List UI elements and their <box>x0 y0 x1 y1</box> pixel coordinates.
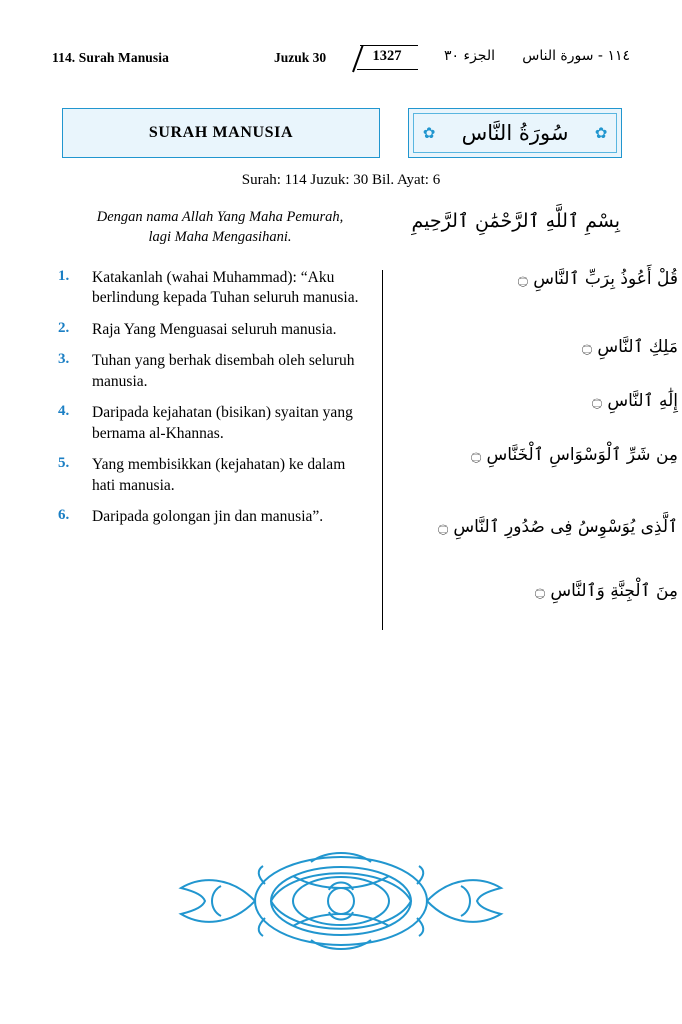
header-rule-bottom <box>357 69 418 70</box>
verse-translation: Raja Yang Menguasai seluruh manusia. <box>92 320 337 338</box>
header-arabic-surah: ١١٤ - سورة الناس <box>522 48 630 64</box>
arabic-verse-6: مِنَ ٱلْجِنَّةِ وَٱلنَّاسِ ۝ <box>535 581 678 601</box>
rosette-left-icon: ✿ <box>422 124 436 142</box>
header-juzuk: Juzuk 30 <box>274 50 327 65</box>
page-header <box>52 48 630 78</box>
verse-translation: Daripada golongan jin dan manusia”. <box>92 508 324 526</box>
arabic-surah-title-box <box>408 108 622 158</box>
verse-number: 4. <box>58 403 70 420</box>
basmalah-arabic: بِسْمِ ٱللَّهِ ٱلرَّحْمَٰنِ ٱلرَّحِيمِ <box>411 210 620 232</box>
arabic-verse-5: ٱلَّذِى يُوَسْوِسُ فِى صُدُورِ ٱلنَّاسِ ۝ <box>438 517 678 537</box>
surah-title-box <box>62 108 380 158</box>
verse-translation: Tuhan yang berhak disembah oleh seluruh manusia. <box>92 352 355 390</box>
page-number: 1327 <box>372 48 402 64</box>
arabic-verse-1: قُلْ أَعُوذُ بِرَبِّ ٱلنَّاسِ ۝ <box>517 269 678 289</box>
header-arabic-juz: الجزء ٣٠ <box>444 48 495 64</box>
header-rule-top <box>360 45 418 46</box>
surah-meta-line: Surah: 114 Juzuk: 30 Bil. Ayat: 6 <box>241 172 441 188</box>
basmalah-row <box>52 208 630 260</box>
verse-number: 2. <box>58 319 70 336</box>
verse-translation: Daripada kejahatan (bisikan) syaitan yang bernama al-Khannas. <box>92 404 353 442</box>
surah-title-text: SURAH MANUSIA <box>148 124 294 141</box>
verse-number: 1. <box>58 268 70 284</box>
page-number-badge <box>352 44 422 74</box>
basmalah-translation-line1: Dengan nama Allah Yang Maha Pemurah, <box>96 209 344 225</box>
header-surah-title: 114. Surah Manusia <box>52 50 169 65</box>
arabic-verse-3: إِلَٰهِ ٱلنَّاسِ ۝ <box>592 391 678 411</box>
footer-ornament <box>161 846 521 956</box>
arabic-verse-4: مِن شَرِّ ٱلْوَسْوَاسِ ٱلْخَنَّاسِ ۝ <box>471 445 678 465</box>
verse-number: 3. <box>58 351 70 368</box>
verse-number: 6. <box>58 507 70 524</box>
arabic-verse-2: مَلِكِ ٱلنَّاسِ ۝ <box>581 337 678 357</box>
basmalah-translation-line2: lagi Maha Mengasihani. <box>148 228 292 245</box>
verse-translation: Katakanlah (wahai Muhammad): “Aku berlindung kepada Tuhan seluruh manusia. <box>92 269 359 307</box>
arabic-surah-title-text: سُورَةُ النَّاس <box>461 121 569 145</box>
verse-list <box>52 268 678 601</box>
surah-title-row <box>62 108 622 160</box>
verse-number: 5. <box>58 455 70 472</box>
verse-row <box>52 351 630 392</box>
surah-body <box>52 208 678 601</box>
footer-ornament-icon <box>161 846 521 956</box>
basmalah-translation <box>70 208 370 247</box>
verse-translation: Yang membisikkan (kejahatan) ke dalam hati manusia. <box>92 456 346 494</box>
rosette-right-icon: ✿ <box>594 124 608 142</box>
